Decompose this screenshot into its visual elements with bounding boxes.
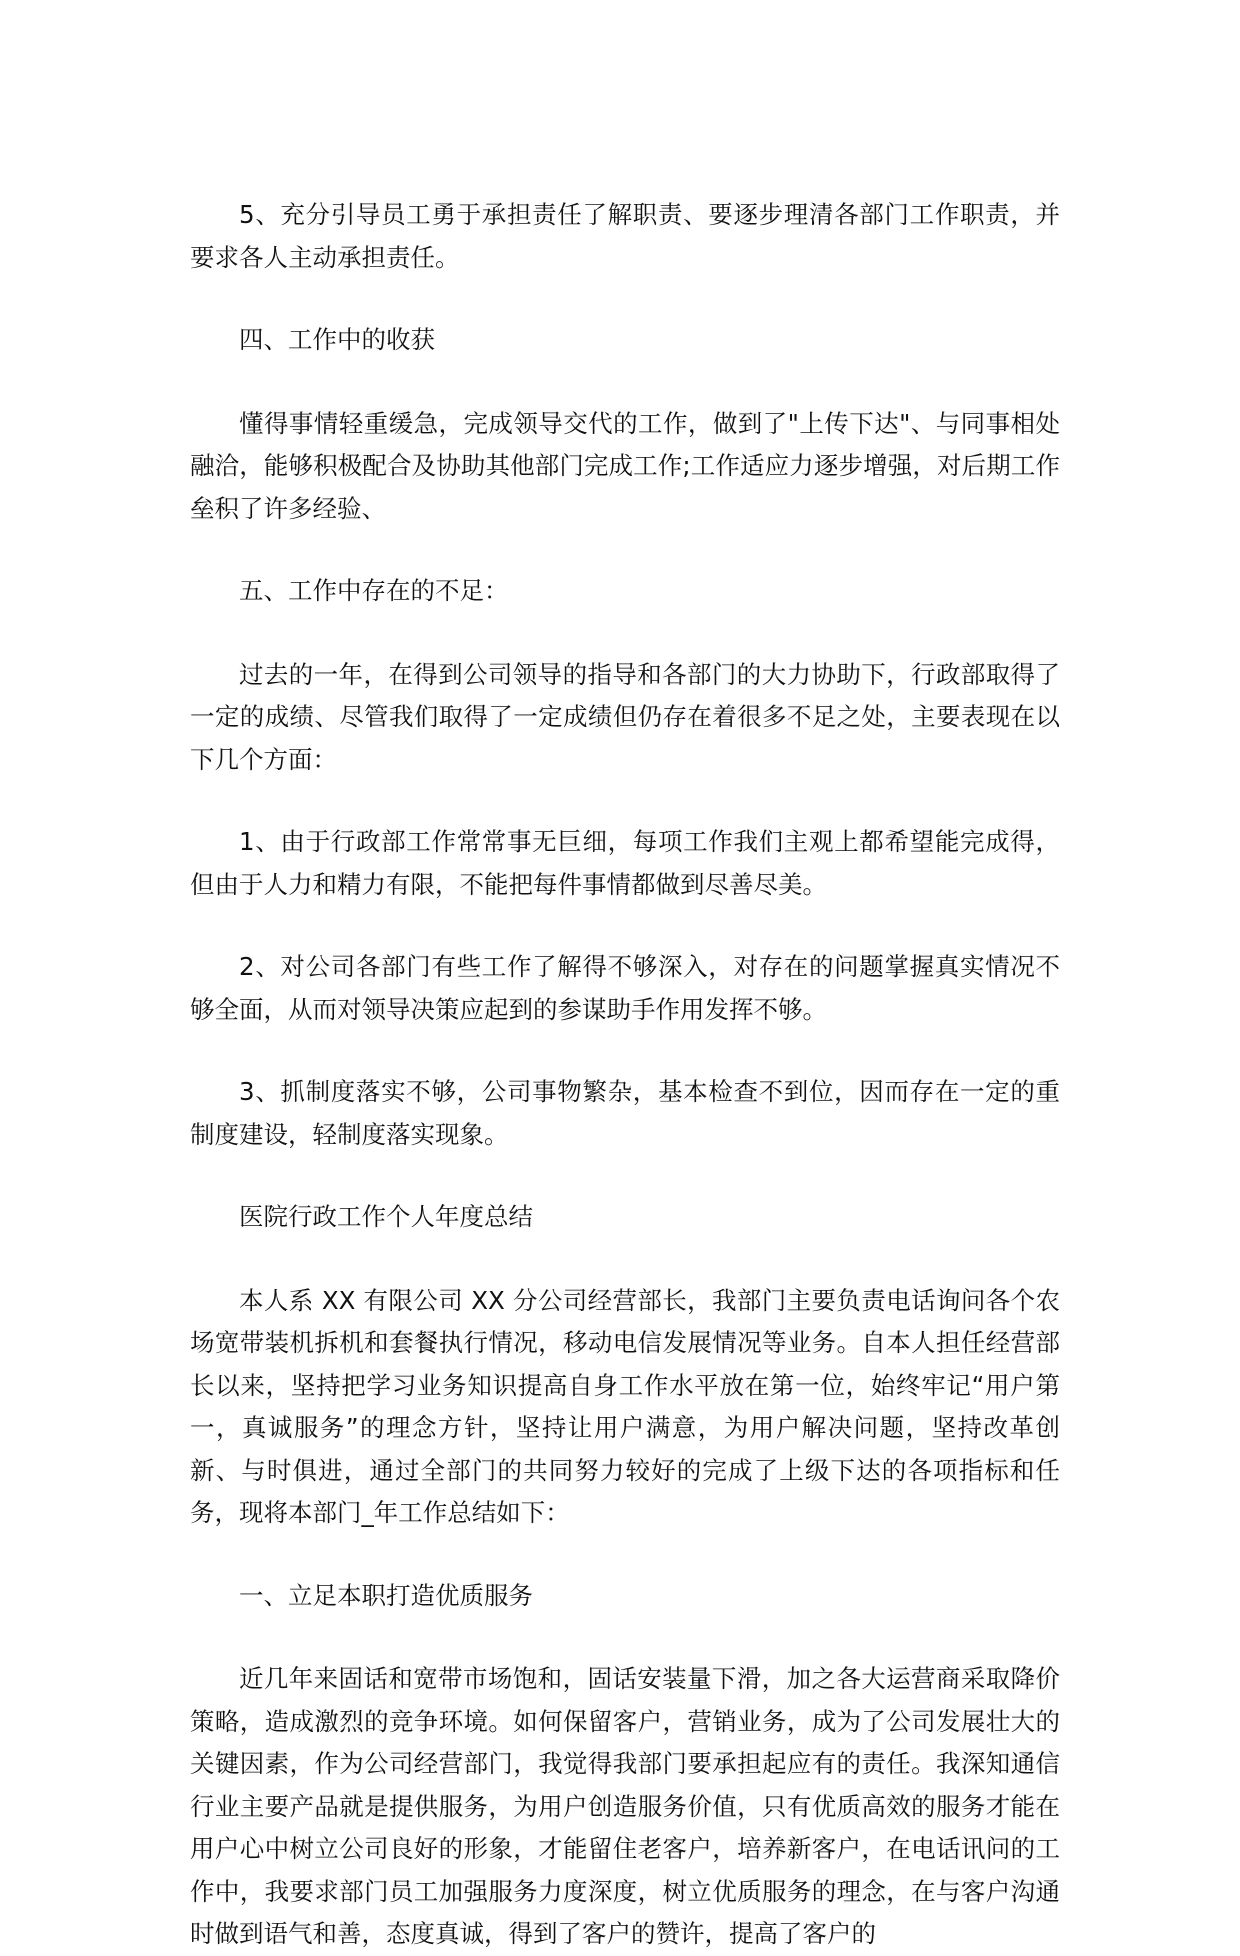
paragraph-item-5: 5、充分引导员工勇于承担责任了解职责、要逐步理清各部门工作职责，并要求各人主动承担责任。 <box>190 200 1060 272</box>
document-title: 医院行政工作个人年度总结 <box>239 1202 533 1231</box>
section-heading-shortcomings: 五、工作中存在的不足： <box>239 576 509 605</box>
paragraph-past-year: 过去的一年，在得到公司领导的指导和各部门的大力协助下，行政部取得了一定的成绩、尽管我们取得了一定成绩但仍存在着很多不足之处，主要表现在以下几个方面： <box>190 659 1060 774</box>
paragraph-quality-service: 近几年来固话和宽带市场饱和，固话安装量下滑，加之各大运营商采取降价策略，造成激烈的竞争环境。如何保留客户，营销业务，成为了公司发展壮大的关键因素，作为公司经营部门，我觉得我部门要承担起应有的责任。我深知通信行业主要产品就是提供服务，为用户创造服务价值，只有优质高效的服务才能在用户心中树立公司良好的形象，才能留住老客户，培养新客户，在电话讯问的工作中，我要求部门员工加强服务力度深度，树立优质服务的理念，在与客户沟通时做到语气和善，态度真诚，得到了客户的赞许，提高了客户的 <box>190 1664 1060 1948</box>
paragraph-introduction: 本人系 XX 有限公司 XX 分公司经营部长，我部门主要负责电话询问各个农场宽带装机拆机和套餐执行情况，移动电信发展情况等业务。自本人担任经营部长以来，坚持把学习业务知识提高自身工作水平放在第一位，始终牢记“用户第一，真诚服务”的理念方针，坚持让用户满意，为用户解决问题，坚持改革创新、与时俱进，通过全部门的共同努力较好的完成了上级下达的各项指标和任务，现将本部门_年工作总结如下： <box>190 1285 1060 1527</box>
paragraph-shortcoming-2: 2、对公司各部门有些工作了解得不够深入，对存在的问题掌握真实情况不够全面，从而对领导决策应起到的参谋助手作用发挥不够。 <box>190 952 1060 1024</box>
paragraph-shortcoming-1: 1、由于行政部工作常常事无巨细，每项工作我们主观上都希望能完成得，但由于人力和精力有限，不能把每件事情都做到尽善尽美。 <box>190 827 1060 899</box>
paragraph-gains: 懂得事情轻重缓急，完成领导交代的工作，做到了"上传下达"、与同事相处融洽，能够积极配合及协助其他部门完成工作;工作适应力逐步增强，对后期工作垒积了许多经验、 <box>190 408 1060 523</box>
paragraph-shortcoming-3: 3、抓制度落实不够，公司事物繁杂，基本检查不到位，因而存在一定的重制度建设，轻制度落实现象。 <box>190 1077 1060 1149</box>
section-heading-gains: 四、工作中的收获 <box>239 325 435 354</box>
section-heading-quality-service: 一、立足本职打造优质服务 <box>239 1580 533 1610</box>
